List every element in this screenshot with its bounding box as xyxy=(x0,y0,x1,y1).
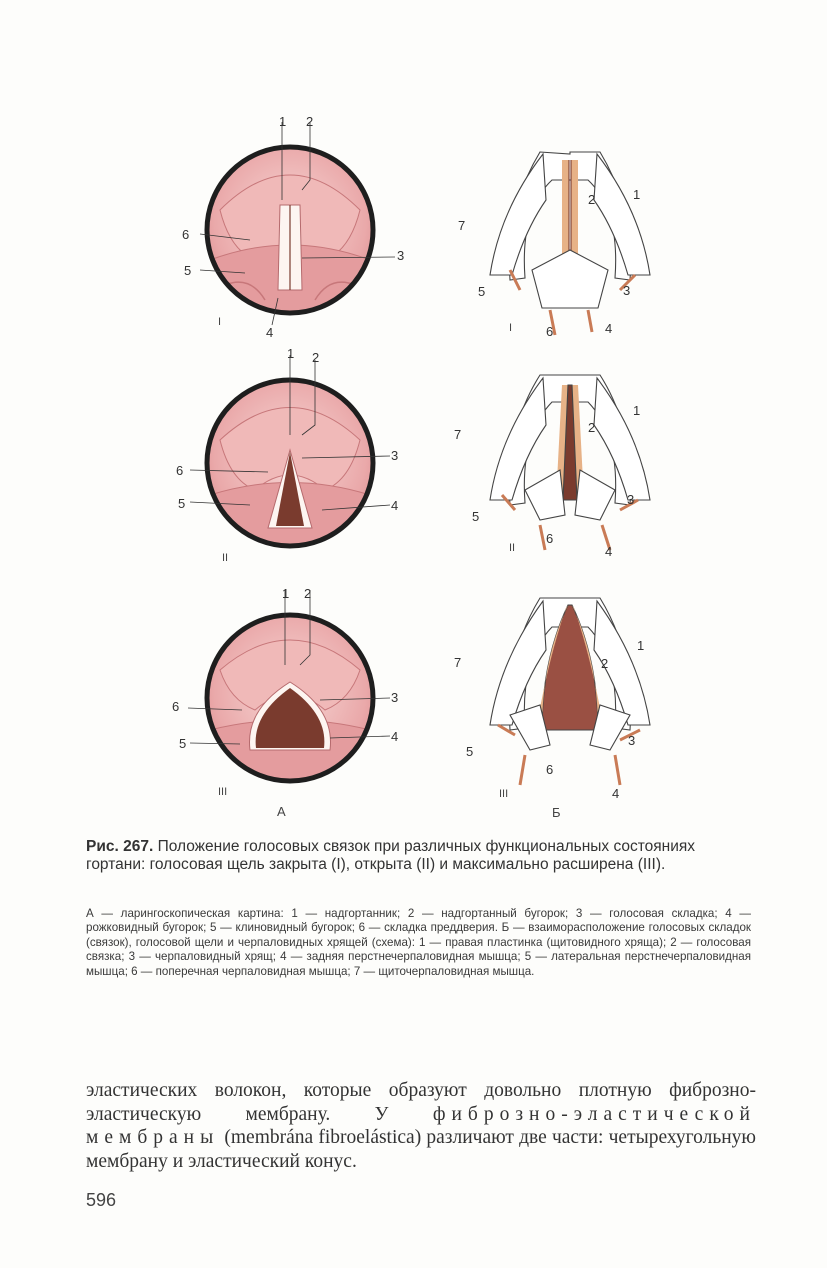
label-b-i-5: 5 xyxy=(478,284,486,299)
view-wide-open xyxy=(200,610,380,790)
label-b-i-2: 2 xyxy=(588,192,596,207)
figure-legend: А — ларингоскопическая картина: 1 — надгортанник; 2 — надгортанный бугорок; 3 — голосовая складка; 4 — рожковидный бугорок; 5 — клиновидный бугорок; 6 — складка преддверия. Б — взаиморасположение голосовых складок (связок), голосовой щели и черпаловидных хрящей (схема): 1 — правая пластинка (щитовидного хряща); 2 — голосовая связка; 3 — черпаловидный хрящ; 4 — задняя перстнечерпаловидная мышца; 5 — латеральная перстнечерпаловидная мышца; 6 — поперечная черпаловидная мышца; 7 — щиточерпаловидная мышца. xyxy=(86,907,751,978)
column-letter-a: А xyxy=(277,804,286,819)
row-roman-i: I xyxy=(218,316,222,328)
label-b-iii-3: 3 xyxy=(628,733,636,748)
row-roman-ii-b: II xyxy=(509,542,516,554)
label-b-i-3: 3 xyxy=(623,283,631,298)
body-text-part1: эластических волокон, которые образуют довольно плотную фиброзно-эластическую мембрану. У xyxy=(86,1080,756,1125)
label-a-ii-3: 3 xyxy=(391,448,399,463)
label-a-iii-6: 6 xyxy=(172,699,180,714)
row-roman-ii: II xyxy=(222,552,229,564)
label-b-iii-4: 4 xyxy=(612,786,620,801)
label-b-i-4: 4 xyxy=(605,321,613,336)
label-a-i-6: 6 xyxy=(182,227,190,242)
schema-open xyxy=(490,375,650,550)
label-b-ii-2: 2 xyxy=(588,420,596,435)
schema-closed xyxy=(490,152,650,335)
view-closed xyxy=(200,140,380,320)
label-a-ii-4: 4 xyxy=(391,498,399,513)
label-a-i-4: 4 xyxy=(266,325,274,340)
label-a-i-5: 5 xyxy=(184,263,192,278)
label-a-ii-6: 6 xyxy=(176,463,184,478)
figure-number: Рис. 267. xyxy=(86,838,154,855)
row-roman-i-b: I xyxy=(509,322,513,334)
label-b-ii-4: 4 xyxy=(605,544,613,559)
label-a-i-1: 1 xyxy=(279,114,287,129)
body-paragraph xyxy=(86,1079,756,1173)
label-b-i-1: 1 xyxy=(633,187,641,202)
label-a-ii-1: 1 xyxy=(287,346,295,361)
label-b-i-6: 6 xyxy=(546,324,554,339)
row-roman-iii-b: III xyxy=(499,788,509,800)
body-text-part2: (membrána fibroelástica) различают две части: четырехугольную мембрану и эластический конус. xyxy=(86,1127,756,1172)
label-a-i-3: 3 xyxy=(397,248,405,263)
label-a-iii-2: 2 xyxy=(304,586,312,601)
column-letter-b: Б xyxy=(552,805,561,820)
body-emphasis: фиброзно-эластической мембраны xyxy=(86,1103,756,1148)
label-b-i-7: 7 xyxy=(458,218,466,233)
page-number: 596 xyxy=(86,1190,117,1210)
schematic-figures xyxy=(470,140,670,820)
label-a-ii-2: 2 xyxy=(312,350,320,365)
label-a-iii-4: 4 xyxy=(391,729,399,744)
label-a-iii-5: 5 xyxy=(179,736,187,751)
laryngoscopic-figures xyxy=(150,110,430,810)
label-b-iii-7: 7 xyxy=(454,655,462,670)
label-b-ii-7: 7 xyxy=(454,427,462,442)
label-b-iii-2: 2 xyxy=(601,656,609,671)
row-roman-iii-a: III xyxy=(218,786,228,798)
label-a-iii-1: 1 xyxy=(282,586,290,601)
caption-text: Положение голосовых связок при различных функциональных состояниях гортани: голосовая щель закрыта (I), открыта (II) и максимально расширена (III). xyxy=(86,838,696,873)
label-b-iii-6: 6 xyxy=(546,762,554,777)
schema-wide xyxy=(490,598,650,785)
label-b-ii-3: 3 xyxy=(627,492,635,507)
figure-caption xyxy=(86,838,751,874)
label-b-ii-6: 6 xyxy=(546,531,554,546)
label-a-ii-5: 5 xyxy=(178,496,186,511)
label-a-iii-3: 3 xyxy=(391,690,399,705)
label-b-ii-5: 5 xyxy=(472,509,480,524)
label-b-iii-5: 5 xyxy=(466,744,474,759)
label-b-iii-1: 1 xyxy=(637,638,645,653)
label-b-ii-1: 1 xyxy=(633,403,641,418)
label-a-i-2: 2 xyxy=(306,114,314,129)
